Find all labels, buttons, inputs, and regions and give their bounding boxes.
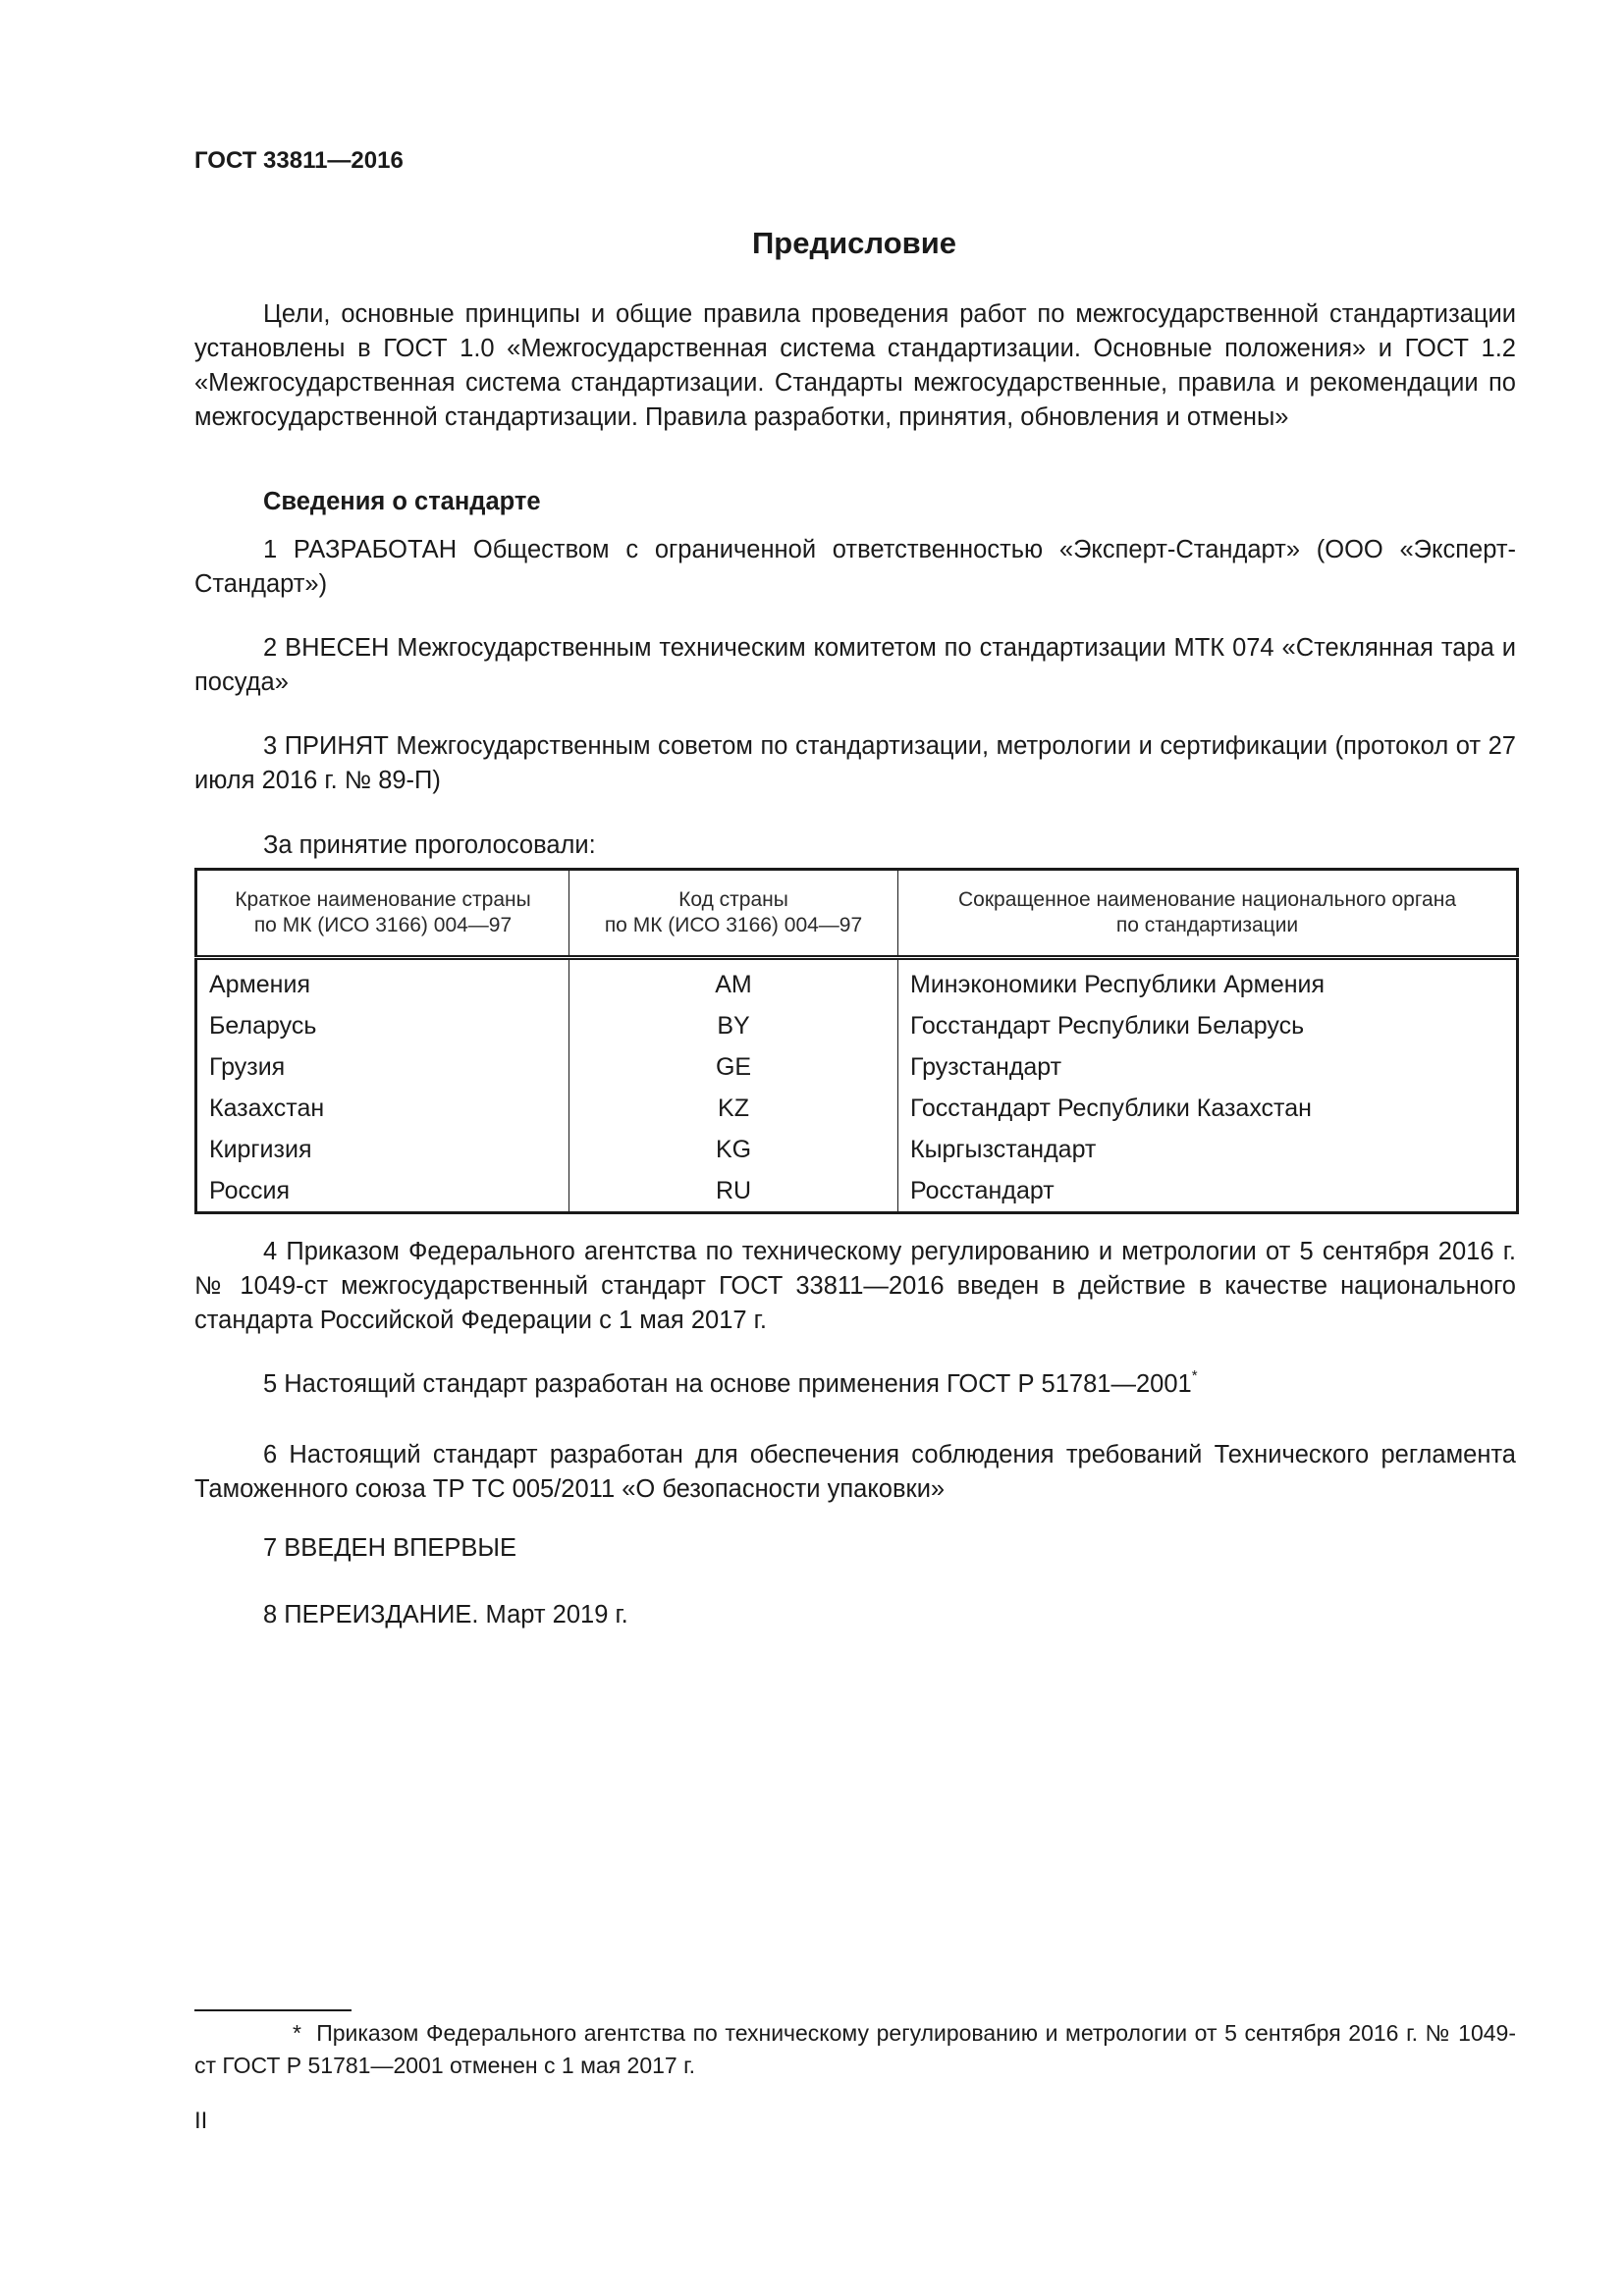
country-cell: Армения	[196, 958, 569, 1006]
footnote-text: Приказом Федерального агентства по техническому регулированию и метрологии от 5 сентября 2016 г. № 1049-ст ГОСТ Р 51781—2001 отменен с 1 мая 2017 г.	[194, 2020, 1516, 2078]
table-row	[196, 1170, 1518, 1213]
table-row	[196, 958, 1518, 1006]
body-cell: Госстандарт Республики Беларусь	[898, 1005, 1518, 1046]
item-7: 7 ВВЕДЕН ВПЕРВЫЕ	[263, 1534, 517, 1562]
header-code: Код страны по МК (ИСО 3166) 004—97	[569, 870, 898, 958]
page-number: II	[194, 2108, 208, 2134]
code-cell: KG	[569, 1129, 898, 1170]
footnote-divider	[194, 2009, 352, 2011]
country-cell: Грузия	[196, 1046, 569, 1088]
document-code: ГОСТ 33811—2016	[194, 147, 404, 174]
section-heading: Сведения о стандарте	[263, 488, 541, 515]
code-cell: RU	[569, 1170, 898, 1213]
intro-paragraph: Цели, основные принципы и общие правила проведения работ по межгосударственной стандартизации установлены в ГОСТ 1.0 «Межгосударственная система стандартизации. Основные положения» и ГОСТ 1.2 «Межгосударственная система стандартизации. Стандарты межгосударственные, правила и рекомендации по межгосударственной стандартизации. Правила разработки, принятия, обновления и отмены»	[194, 300, 1516, 431]
country-cell: Киргизия	[196, 1129, 569, 1170]
code-cell: GE	[569, 1046, 898, 1088]
body-cell: Госстандарт Республики Казахстан	[898, 1088, 1518, 1129]
country-cell: Беларусь	[196, 1005, 569, 1046]
body-cell: Росстандарт	[898, 1170, 1518, 1213]
vote-table	[194, 868, 1519, 1214]
header-country: Краткое наименование страны по МК (ИСО 3166) 004—97	[196, 870, 569, 958]
header-body: Сокращенное наименование национального органа по стандартизации	[898, 870, 1518, 958]
item-5-text: 5 Настоящий стандарт разработан на основе применения ГОСТ Р 51781—2001	[263, 1370, 1192, 1398]
table-row	[196, 1046, 1518, 1088]
body-cell: Кыргызстандарт	[898, 1129, 1518, 1170]
footnote-reference: *	[1191, 1367, 1198, 1384]
country-cell: Россия	[196, 1170, 569, 1213]
item-1: 1 РАЗРАБОТАН Обществом с ограниченной ответственностью «Эксперт-Стандарт» (ООО «Эксперт-Стандарт»)	[194, 536, 1516, 598]
body-cell: Минэкономики Республики Армения	[898, 958, 1518, 1006]
item-6: 6 Настоящий стандарт разработан для обеспечения соблюдения требований Технического регламента Таможенного союза ТР ТС 005/2011 «О безопасности упаковки»	[194, 1441, 1516, 1503]
vote-intro: За принятие проголосовали:	[263, 831, 596, 859]
code-cell: AM	[569, 958, 898, 1006]
code-cell: KZ	[569, 1088, 898, 1129]
item-4: 4 Приказом Федерального агентства по техническому регулированию и метрологии от 5 сентября 2016 г. № 1049-ст межгосударственный стандарт ГОСТ 33811—2016 введен в действие в качестве национального стандарта Российской Федерации с 1 мая 2017 г.	[194, 1238, 1516, 1334]
code-cell: BY	[569, 1005, 898, 1046]
country-cell: Казахстан	[196, 1088, 569, 1129]
footnote-mark: *	[293, 2020, 301, 2046]
item-8: 8 ПЕРЕИЗДАНИЕ. Март 2019 г.	[263, 1601, 628, 1629]
table-row	[196, 1129, 1518, 1170]
body-cell: Грузстандарт	[898, 1046, 1518, 1088]
table-row	[196, 1005, 1518, 1046]
vote-table-header-row	[196, 870, 1518, 958]
item-3: 3 ПРИНЯТ Межгосударственным советом по стандартизации, метрологии и сертификации (протокол от 27 июля 2016 г. № 89-П)	[194, 732, 1516, 794]
item-2: 2 ВНЕСЕН Межгосударственным техническим комитетом по стандартизации МТК 074 «Стеклянная тара и посуда»	[194, 634, 1516, 696]
footnote	[194, 2017, 1516, 2082]
page-title: Предисловие	[751, 226, 956, 260]
table-row	[196, 1088, 1518, 1129]
item-5	[194, 1367, 1516, 1402]
